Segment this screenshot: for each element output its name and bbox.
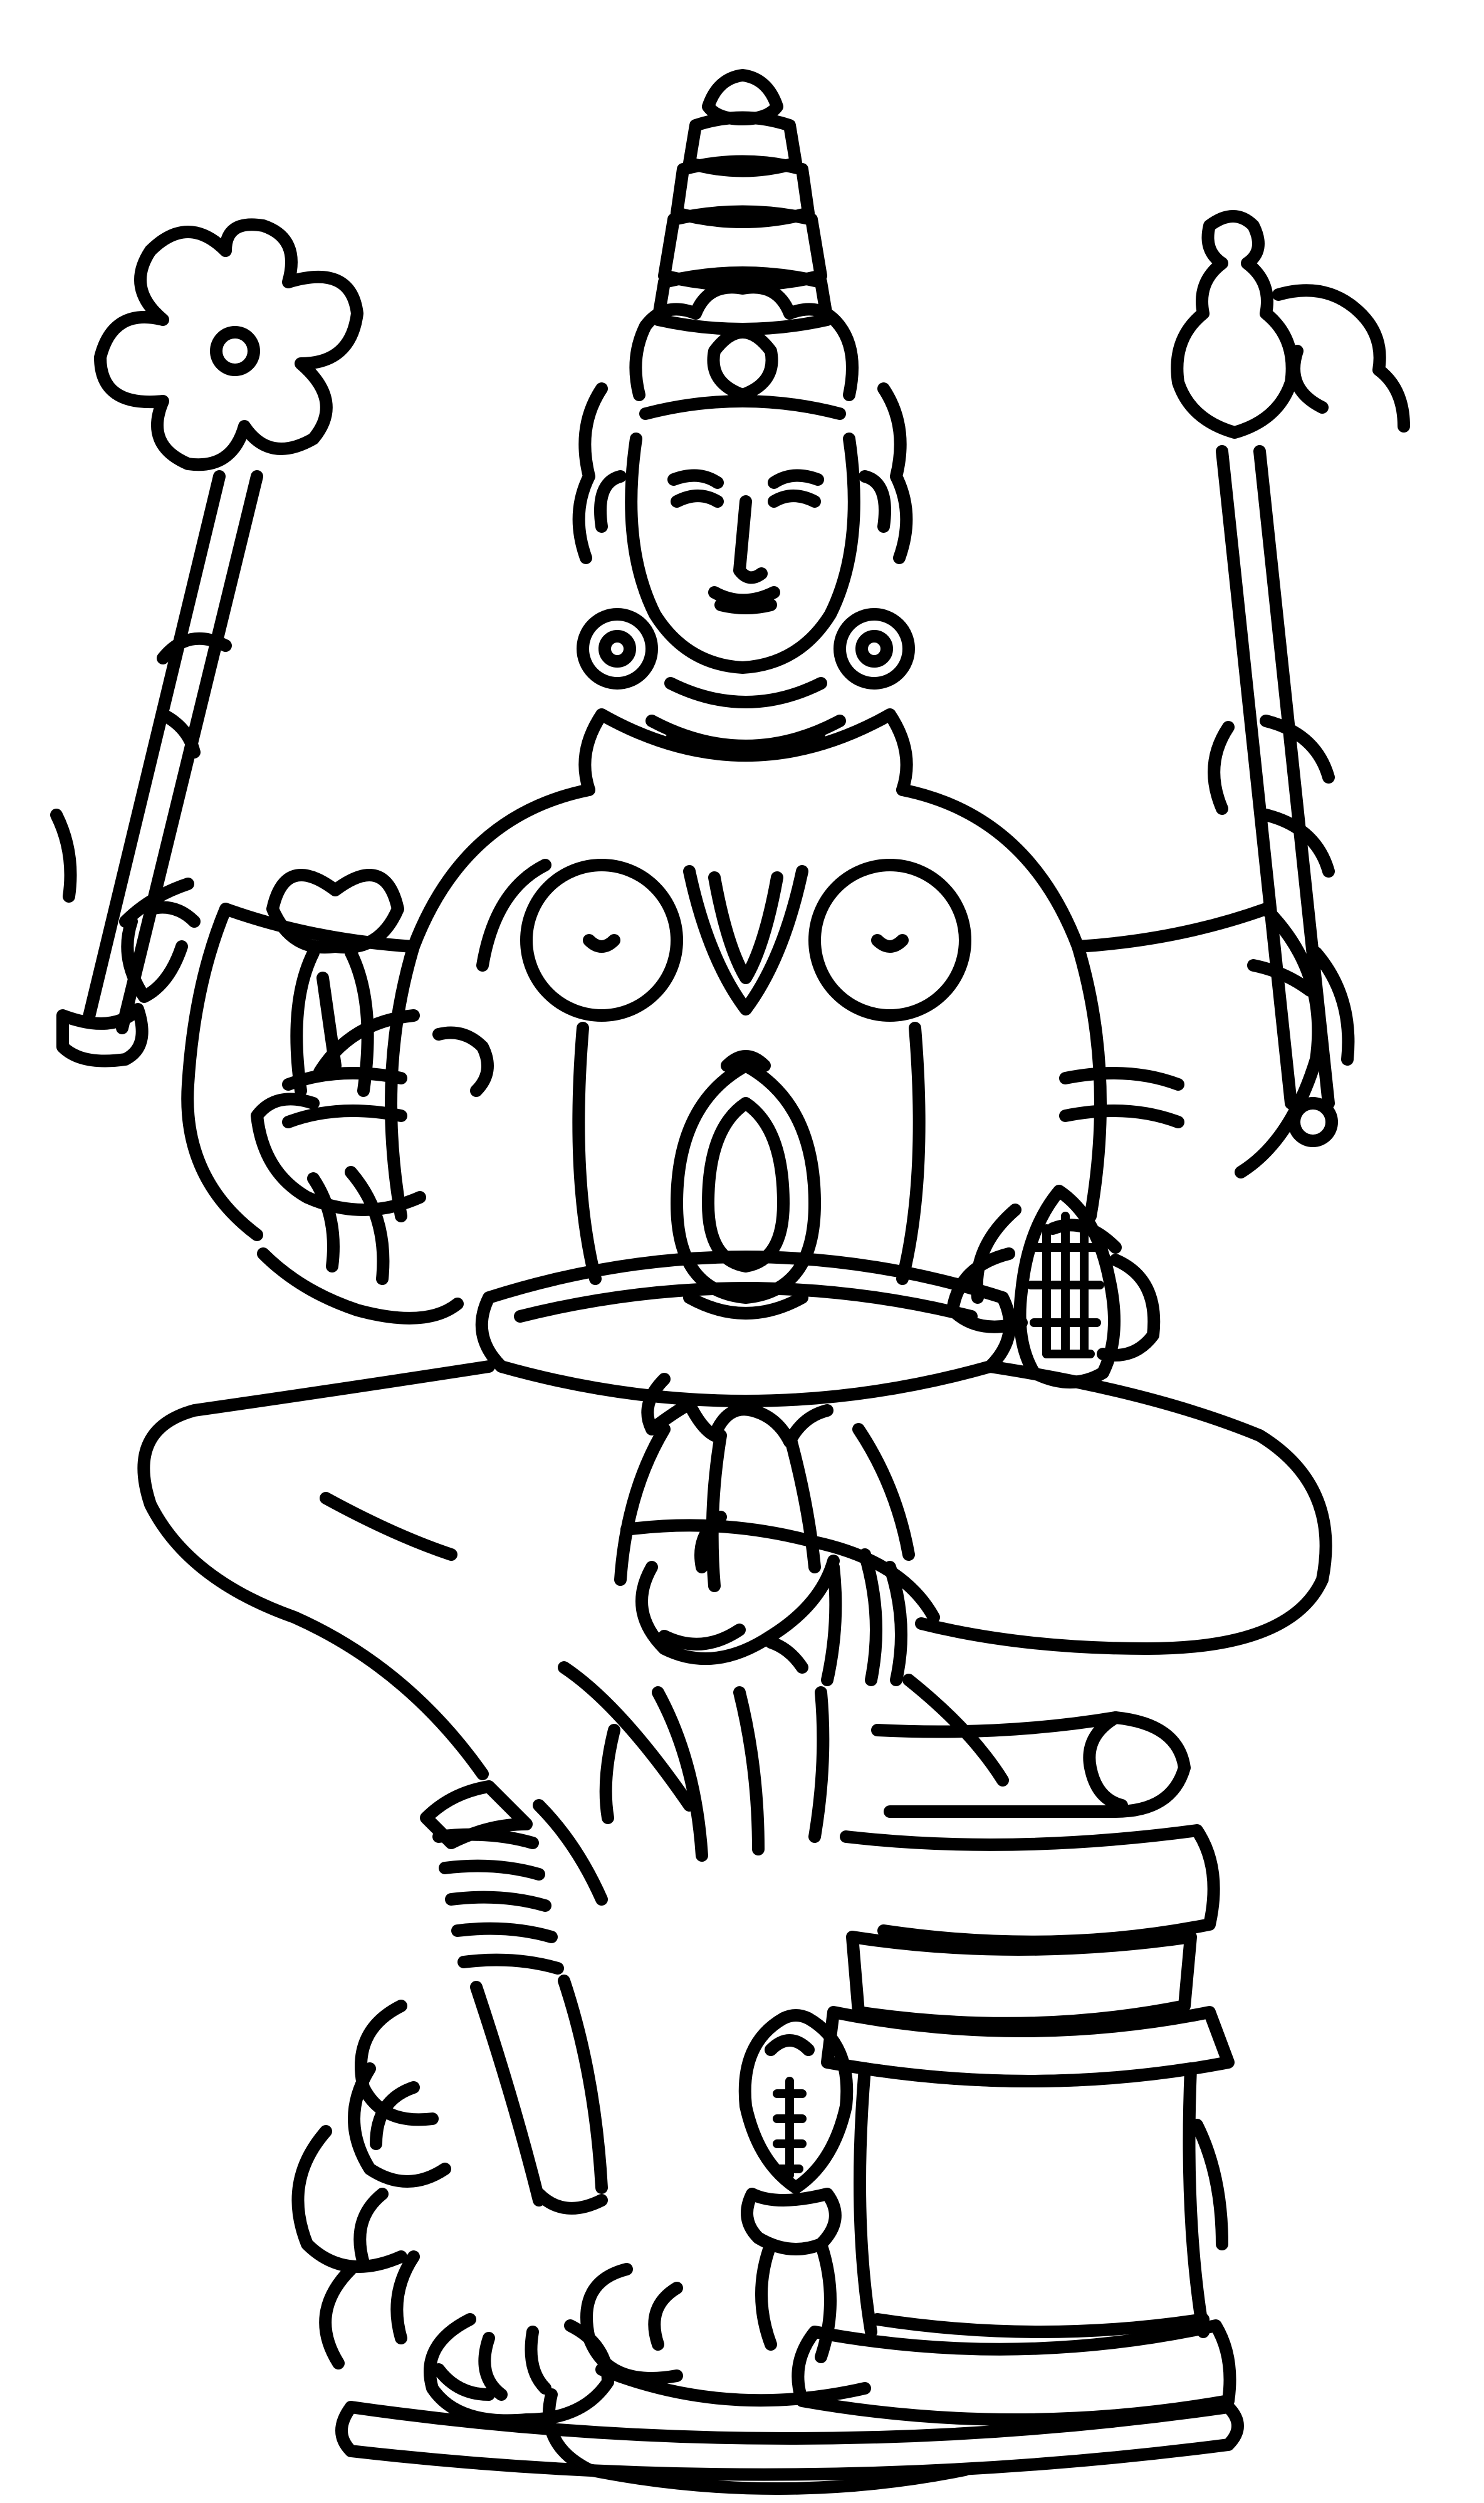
- flame-ornament: [298, 2006, 445, 2363]
- pedestal: [798, 1718, 1230, 2420]
- pendant-leg: [426, 1787, 602, 2208]
- legs: [144, 1367, 1325, 1774]
- necklaces: [585, 683, 906, 790]
- base: [342, 2407, 1238, 2475]
- right-conch-staff: [1177, 216, 1404, 1141]
- left-hand-object: [273, 875, 398, 1091]
- foot: [430, 2319, 608, 2420]
- waist-belt: [482, 1257, 1010, 1442]
